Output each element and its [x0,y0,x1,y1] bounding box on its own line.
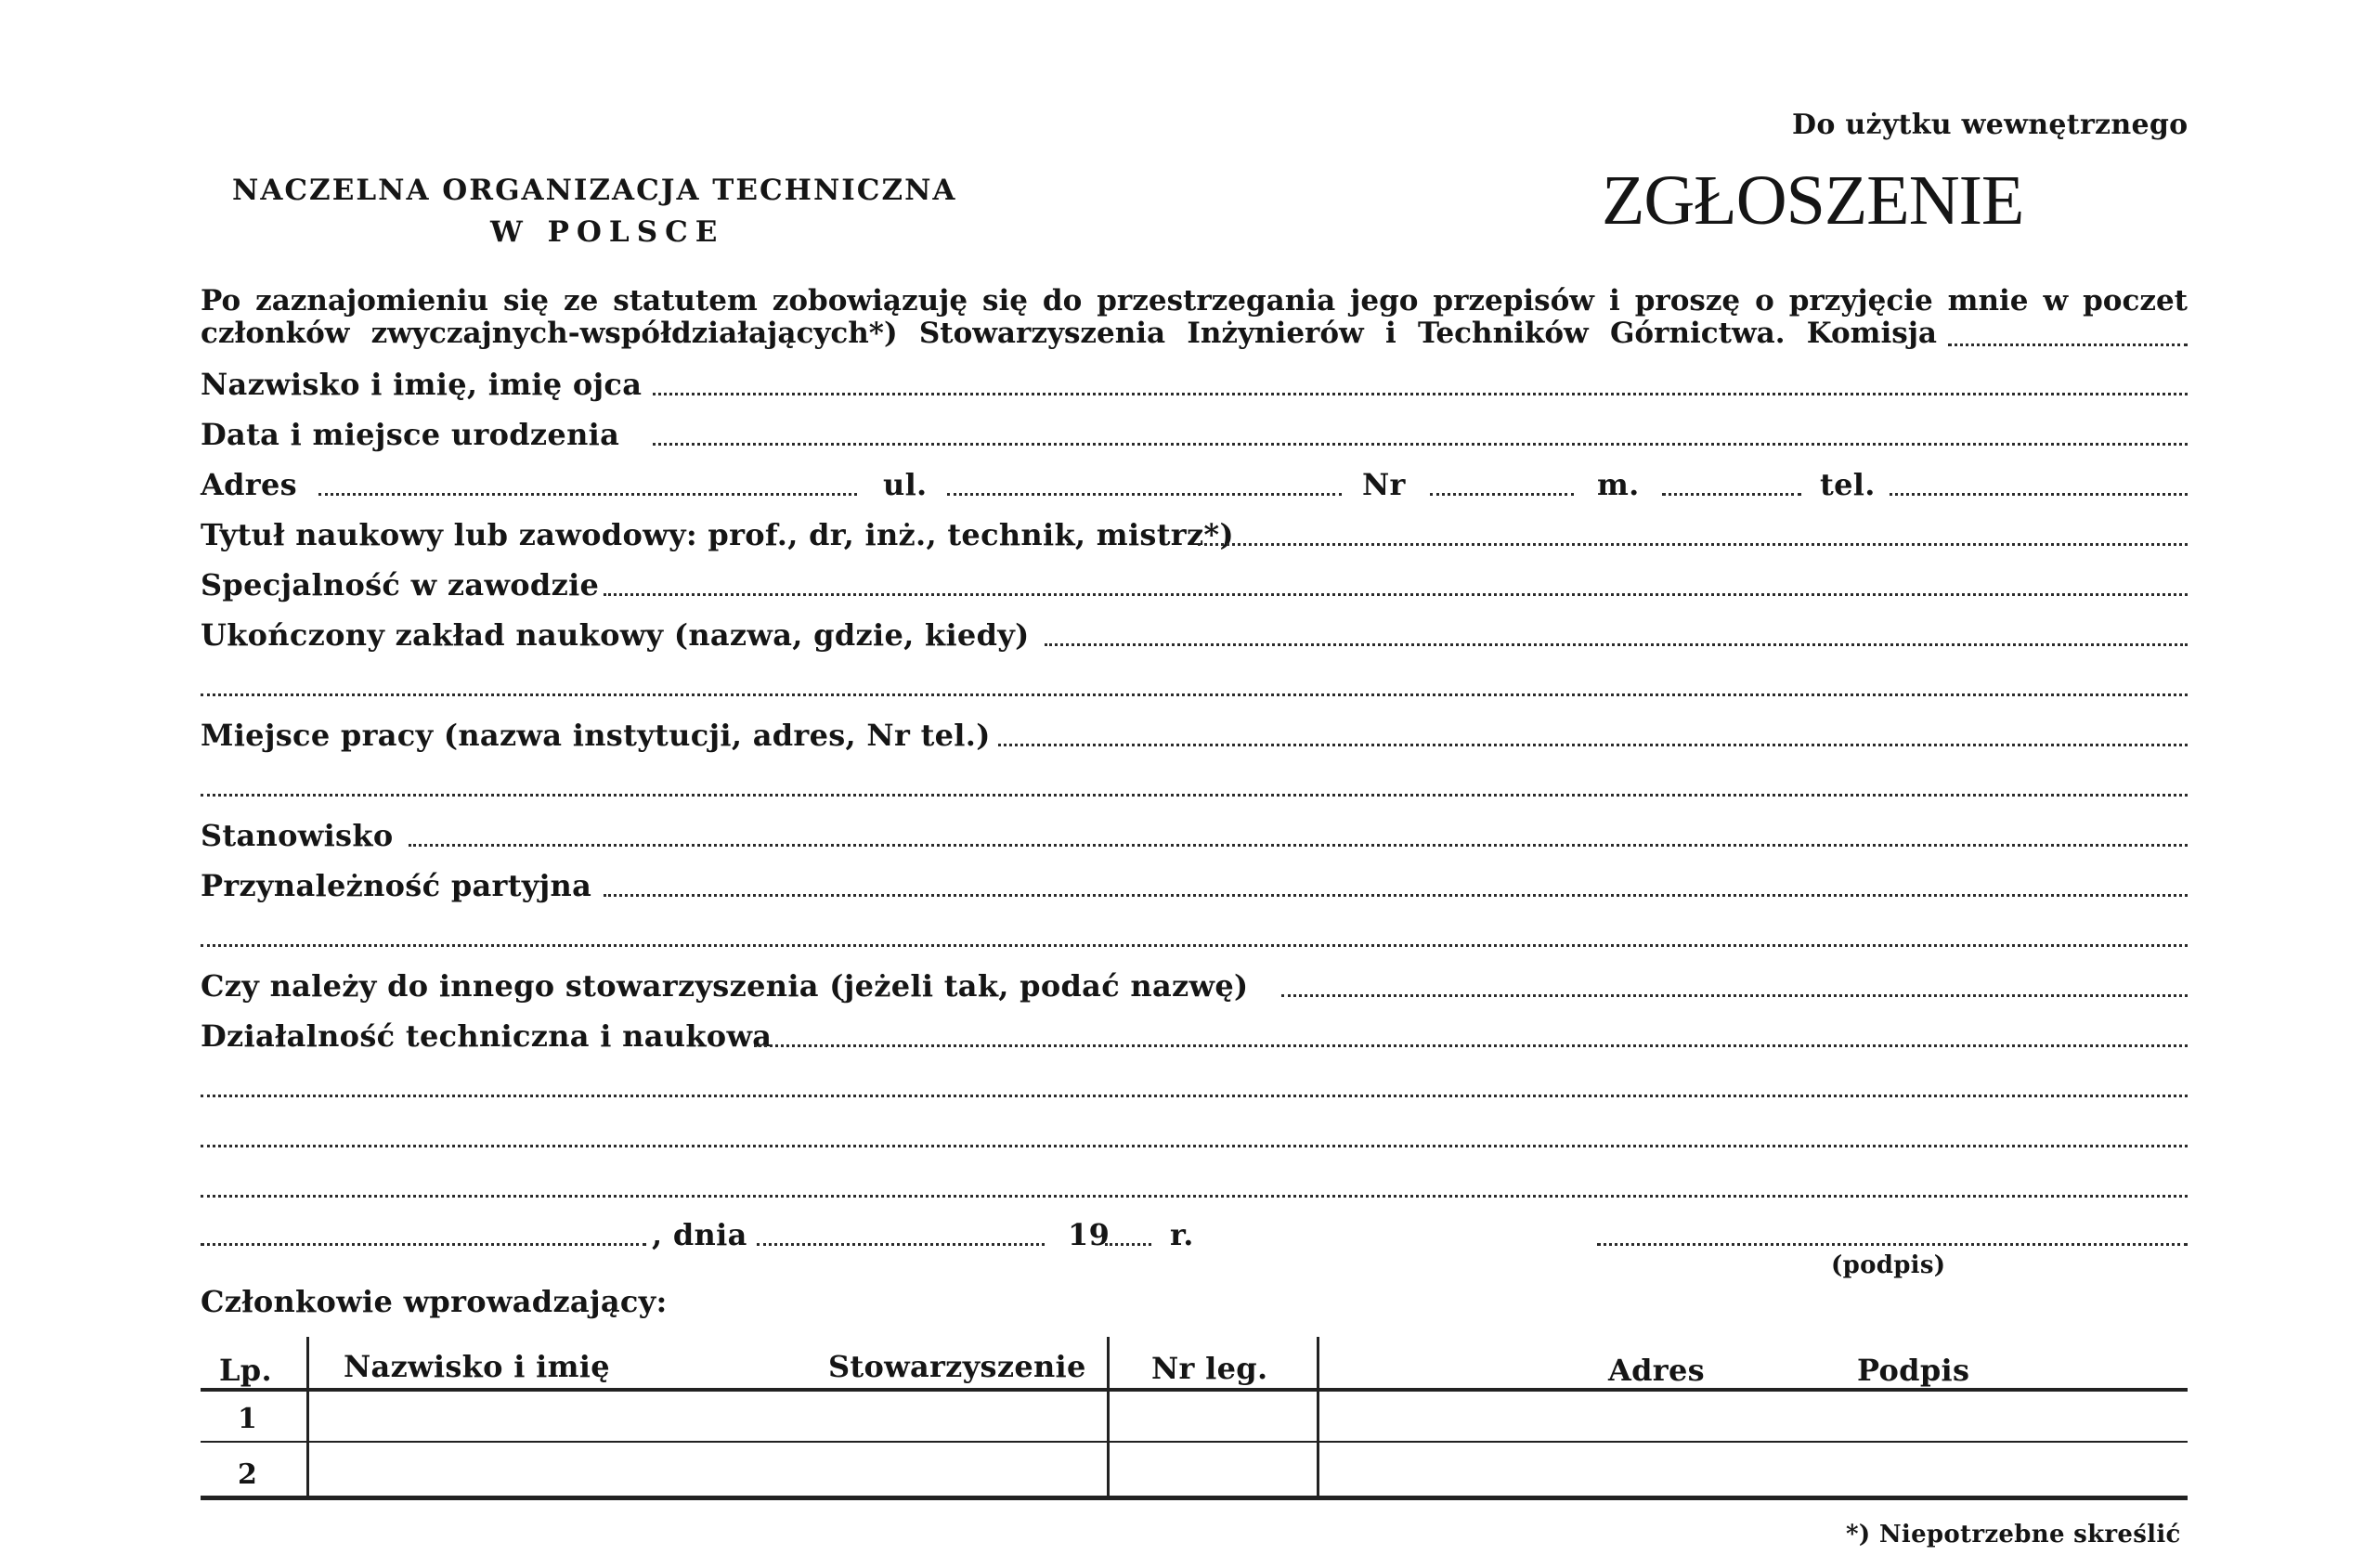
position-label: Stanowisko [201,818,394,853]
intro-text-line2: członków zwyczajnych-współdziałających*) Stowarzyszenia Inżynierów i Techników Górnictwa. Komisja [201,317,1937,350]
birth-field[interactable] [653,443,2188,446]
title-field[interactable] [1198,543,2188,546]
activity-field[interactable] [754,1044,2188,1047]
organization-name-line1: NACZELNA ORGANIZACJA TECHNICZNA [232,174,957,207]
name-label: Nazwisko i imię, imię ojca [201,367,643,402]
date-day-label: , dnia [652,1217,747,1252]
number-label: Nr [1362,467,1406,502]
place-field[interactable] [201,1243,646,1246]
other-association-label: Czy należy do innego stowarzyszenia (jeżeli tak, podać nazwę) [201,968,1249,1004]
column-header-lp: Lp. [219,1353,272,1388]
party-field[interactable] [604,894,2188,897]
school-label: Ukończony zakład naukowy (nazwa, gdzie, kiedy) [201,617,1030,653]
apartment-label: m. [1597,467,1640,502]
street-label: ul. [883,467,928,502]
column-header-signature: Podpis [1857,1353,1970,1388]
column-header-name: Nazwisko i imię [344,1349,610,1384]
table-row-number: 1 [238,1403,258,1435]
form-title: ZGŁOSZENIE [1602,162,2024,240]
phone-field[interactable] [1890,493,2188,496]
signature-field[interactable] [1597,1243,2188,1246]
workplace-field[interactable] [998,744,2188,746]
column-header-address: Adres [1608,1353,1705,1388]
commission-field[interactable] [1948,343,2188,346]
table-column-divider-association [1107,1337,1110,1497]
table-row-rule [201,1441,2188,1443]
street-field[interactable] [947,493,1342,496]
column-header-association: Stowarzyszenie [828,1349,1086,1384]
activity-field-line2[interactable] [201,1095,2188,1097]
specialty-label: Specjalność w zawodzie [201,567,600,603]
party-label: Przynależność partyjna [201,868,592,903]
intro-text-line1: Po zaznajomieniu się ze statutem zobowiązuję się do przestrzegania jego przepisów i proszę o przyjęcie mnie w poczet [201,284,2188,317]
table-header-rule [201,1388,2188,1392]
date-year-suffix: r. [1170,1217,1194,1252]
title-label: Tytuł naukowy lub zawodowy: prof., dr, inż., technik, mistrz*) [201,517,1234,552]
number-field[interactable] [1430,493,1574,496]
activity-field-line4[interactable] [201,1195,2188,1198]
signature-caption: (podpis) [1831,1251,1946,1279]
birth-label: Data i miejsce urodzenia [201,417,620,452]
workplace-field-continuation[interactable] [201,794,2188,797]
name-field[interactable] [653,393,2188,395]
phone-label: tel. [1820,467,1876,502]
apartment-field[interactable] [1662,493,1801,496]
table-row-number: 2 [238,1458,258,1491]
party-field-continuation[interactable] [201,944,2188,947]
organization-name-line2: W POLSCE [490,215,725,249]
school-field[interactable] [1045,643,2188,646]
table-bottom-rule [201,1496,2188,1500]
workplace-label: Miejsce pracy (nazwa instytucji, adres, Nr tel.) [201,718,991,753]
footnote: *) Niepotrzebne skreślić [1846,1521,2181,1549]
specialty-field[interactable] [604,593,2188,596]
table-column-divider-id [1317,1337,1319,1497]
internal-use-note: Do użytku wewnętrznego [1792,109,2189,141]
address-label: Adres [201,467,297,502]
school-field-continuation[interactable] [201,693,2188,696]
activity-label: Działalność techniczna i naukowa [201,1018,773,1054]
address-field[interactable] [318,493,857,496]
date-year-prefix: 19 [1068,1217,1111,1252]
year-field[interactable] [1105,1243,1151,1246]
introducers-heading: Członkowie wprowadzający: [201,1284,668,1319]
table-column-divider-lp [306,1337,309,1497]
position-field[interactable] [409,844,2188,847]
activity-field-line3[interactable] [201,1145,2188,1147]
date-field[interactable] [757,1243,1045,1246]
column-header-id-number: Nr leg. [1151,1351,1268,1386]
other-association-field[interactable] [1281,994,2188,997]
